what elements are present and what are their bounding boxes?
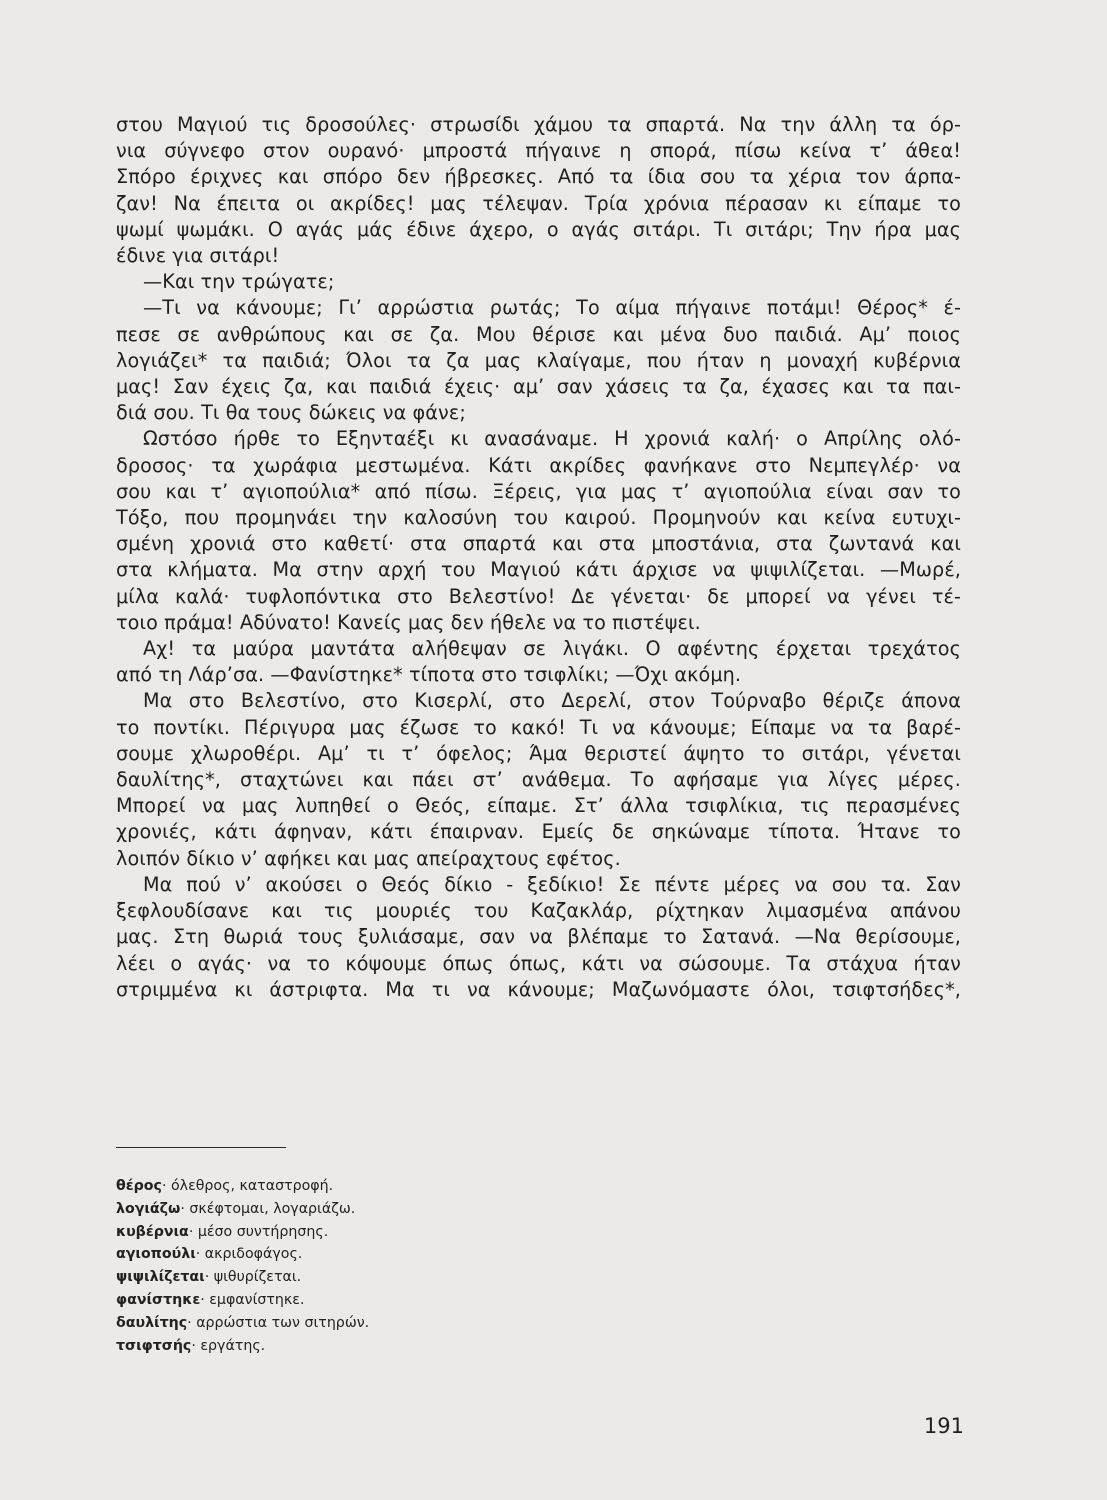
text-line: δροσος· τα χωράφια μεστωμένα. Κάτι ακρίδες φανήκανε στο Νεμπεγλέρ· να bbox=[116, 453, 961, 477]
glossary-separator: · bbox=[200, 1291, 210, 1308]
text-line: σμένη χρονιά στο καθετί· στα σπαρτά και στα μποστάνια, στα ζωντανά και bbox=[116, 532, 961, 556]
page-number: 191 bbox=[923, 1414, 964, 1438]
text-line: —Τι να κάνουμε; Γι’ αρρώστια ρωτάς; Το αίμα πήγαινε ποτάμι! Θέρος* έ- bbox=[143, 296, 961, 320]
glossary-entry bbox=[116, 1312, 536, 1335]
text-line: στα κλήματα. Μα στην αρχή του Μαγιού κάτι άρχισε να ψιψιλίζεται. —Μωρέ, bbox=[116, 558, 961, 582]
glossary-separator: · bbox=[195, 1246, 205, 1263]
glossary-definition: ακριδοφάγος. bbox=[204, 1246, 303, 1263]
glossary-separator: · bbox=[191, 1337, 201, 1354]
glossary-separator: · bbox=[161, 1178, 171, 1194]
glossary-term: ψιψιλίζεται bbox=[116, 1269, 205, 1286]
text-line: Ωστόσο ήρθε το Εξηνταέξι κι ανασάναμε. Η χρονιά καλή· ο Απρίλης ολό- bbox=[143, 427, 961, 451]
glossary-entry bbox=[116, 1289, 536, 1312]
glossary-definition: εργάτης. bbox=[200, 1337, 266, 1354]
text-line: μας. Στη θωριά τους ξυλιάσαμε, σαν να βλέπαμε το Σατανά. —Να θερίσουμε, bbox=[116, 925, 961, 949]
glossary bbox=[116, 1175, 536, 1357]
glossary-entry bbox=[116, 1198, 536, 1221]
text-line: έδινε για σιτάρι! bbox=[116, 244, 280, 268]
text-line: το ποντίκι. Πέριγυρα μας έζωσε το κακό! Τι να κάνουμε; Είπαμε να τα βαρέ- bbox=[116, 715, 961, 739]
glossary-definition: εμφανίστηκε. bbox=[209, 1291, 305, 1308]
text-line: νια σύγνεφο στον ουρανό· μπροστά πήγαινε η σπορά, πίσω κείνα τ’ άθεα! bbox=[116, 139, 961, 163]
glossary-definition: αρρώστια των σιτηρών. bbox=[196, 1314, 370, 1331]
text-line: δαυλίτης*, σταχτώνει και πάει στ’ ανάθεμα. Το αφήσαμε για λίγες μέρες. bbox=[116, 768, 961, 792]
text-line: πεσε σε ανθρώπους και σε ζα. Μου θέρισε και μένα δυο παιδιά. Αμ’ ποιος bbox=[116, 322, 961, 346]
glossary-separator: · bbox=[187, 1314, 197, 1331]
text-line: χρονιές, κάτι άφηναν, κάτι έπαιρναν. Εμείς δε σηκώναμε τίποτα. Ήτανε το bbox=[116, 820, 961, 844]
text-line: Μα πού ν’ ακούσει ο Θεός δίκιο - ξεδίκιο! Σε πέντε μέρες να σου τα. Σαν bbox=[143, 872, 961, 896]
glossary-definition: μέσο συντήρησης. bbox=[197, 1223, 329, 1240]
text-line: λογιάζει* τα παιδιά; Όλοι τα ζα μας κλαίγαμε, που ήταν η μοναχή κυβέρνια bbox=[116, 348, 961, 372]
text-line: διά σου. Τι θα τους δώκεις να φάνε; bbox=[116, 401, 466, 425]
glossary-definition: σκέφτομαι, λογαριάζω. bbox=[189, 1200, 356, 1217]
text-line: μας! Σαν έχεις ζα, και παιδιά έχεις· αμ’ σαν χάσεις τα ζα, έχασες και τα παι- bbox=[116, 375, 961, 399]
text-line: λέει ο αγάς· να το κόψουμε όπως όπως, κάτι να σώσουμε. Τα στάχυα ήταν bbox=[116, 951, 961, 975]
text-line: Αχ! τα μαύρα μαντάτα αλήθεψαν σε λιγάκι. Ο αφέντης έρχεται τρεχάτος bbox=[143, 637, 961, 661]
glossary-entry bbox=[116, 1266, 536, 1289]
text-line: τοιο πράμα! Αδύνατο! Κανείς μας δεν ήθελε να το πιστέψει. bbox=[116, 610, 701, 634]
glossary-separator: · bbox=[204, 1269, 214, 1286]
text-line: Σπόρο έριχνες και σπόρο δεν ήβρεσκες. Από τα ίδια σου τα χέρια τον άρπα- bbox=[116, 165, 961, 189]
body-text bbox=[116, 112, 961, 1003]
glossary-term: τσιφτσής bbox=[116, 1337, 192, 1354]
glossary-term: φανίστηκε bbox=[116, 1291, 201, 1308]
text-line: —Και την τρώγατε; bbox=[143, 270, 335, 294]
glossary-term: δαυλίτης bbox=[116, 1314, 188, 1331]
text-line: λοιπόν δίκιο ν’ αφήκει και μας απείραχτους εφέτος. bbox=[116, 846, 621, 870]
footnote-separator bbox=[116, 1147, 286, 1148]
text-line: Μπορεί να μας λυπηθεί ο Θεός, είπαμε. Στ’ άλλα τσιφλίκια, τις περασμένες bbox=[116, 794, 961, 818]
text-line: ψωμί ψωμάκι. Ο αγάς μάς έδινε άχερο, ο αγάς σιτάρι. Τι σιτάρι; Την ήρα μας bbox=[116, 217, 961, 241]
text-line: στου Μαγιού τις δροσούλες· στρωσίδι χάμου τα σπαρτά. Να την άλλη τα όρ- bbox=[116, 113, 961, 136]
text-line: Τόξο, που προμηνάει την καλοσύνη του καιρού. Προμηνούν και κείνα ευτυχι- bbox=[116, 506, 961, 530]
glossary-term: θέρος bbox=[116, 1178, 162, 1194]
text-line: σουμε χλωροθέρι. Αμ’ τι τ’ όφελος; Άμα θεριστεί άψητο το σιτάρι, γένεται bbox=[116, 741, 961, 765]
glossary-entry bbox=[116, 1175, 536, 1198]
glossary-entry bbox=[116, 1243, 536, 1266]
glossary-term: λογιάζω bbox=[116, 1200, 181, 1217]
glossary-term: κυβέρνια bbox=[116, 1223, 189, 1240]
glossary-entry bbox=[116, 1221, 536, 1244]
glossary-definition: όλεθρος, καταστροφή. bbox=[171, 1178, 334, 1194]
glossary-entry bbox=[116, 1335, 536, 1358]
glossary-separator: · bbox=[180, 1200, 190, 1217]
glossary-term: αγιοπούλι bbox=[116, 1246, 196, 1263]
glossary-separator: · bbox=[188, 1223, 198, 1240]
glossary-definition: ψιθυρίζεται. bbox=[213, 1269, 302, 1286]
text-line: στριμμένα κι άστριφτα. Μα τι να κάνουμε; Μαζωνόμαστε όλοι, τσιφτσήδες*, bbox=[116, 977, 961, 1001]
text-line: σου και τ’ αγιοπούλια* από πίσω. Ξέρεις, για μας τ’ αγιοπούλια είναι σαν το bbox=[116, 479, 961, 503]
text-line: μίλα καλά· τυφλοπόντικα στο Βελεστίνο! Δε γένεται· δε μπορεί να γένει τέ- bbox=[116, 584, 961, 608]
text-line: ξεφλουδίσανε και τις μουριές του Καζακλάρ, ρίχτηκαν λιμασμένα απάνου bbox=[116, 899, 961, 923]
text-line: από τη Λάρ’σα. —Φανίστηκε* τίποτα στο τσιφλίκι; —Όχι ακόμη. bbox=[116, 663, 742, 687]
text-line: ζαν! Να έπειτα οι ακρίδες! μας τέλεψαν. Τρία χρόνια πέρασαν κι είπαμε το bbox=[116, 191, 961, 215]
text-line: Μα στο Βελεστίνο, στο Κισερλί, στο Δερελί, στον Τούρναβο θέριζε άπονα bbox=[143, 689, 961, 713]
